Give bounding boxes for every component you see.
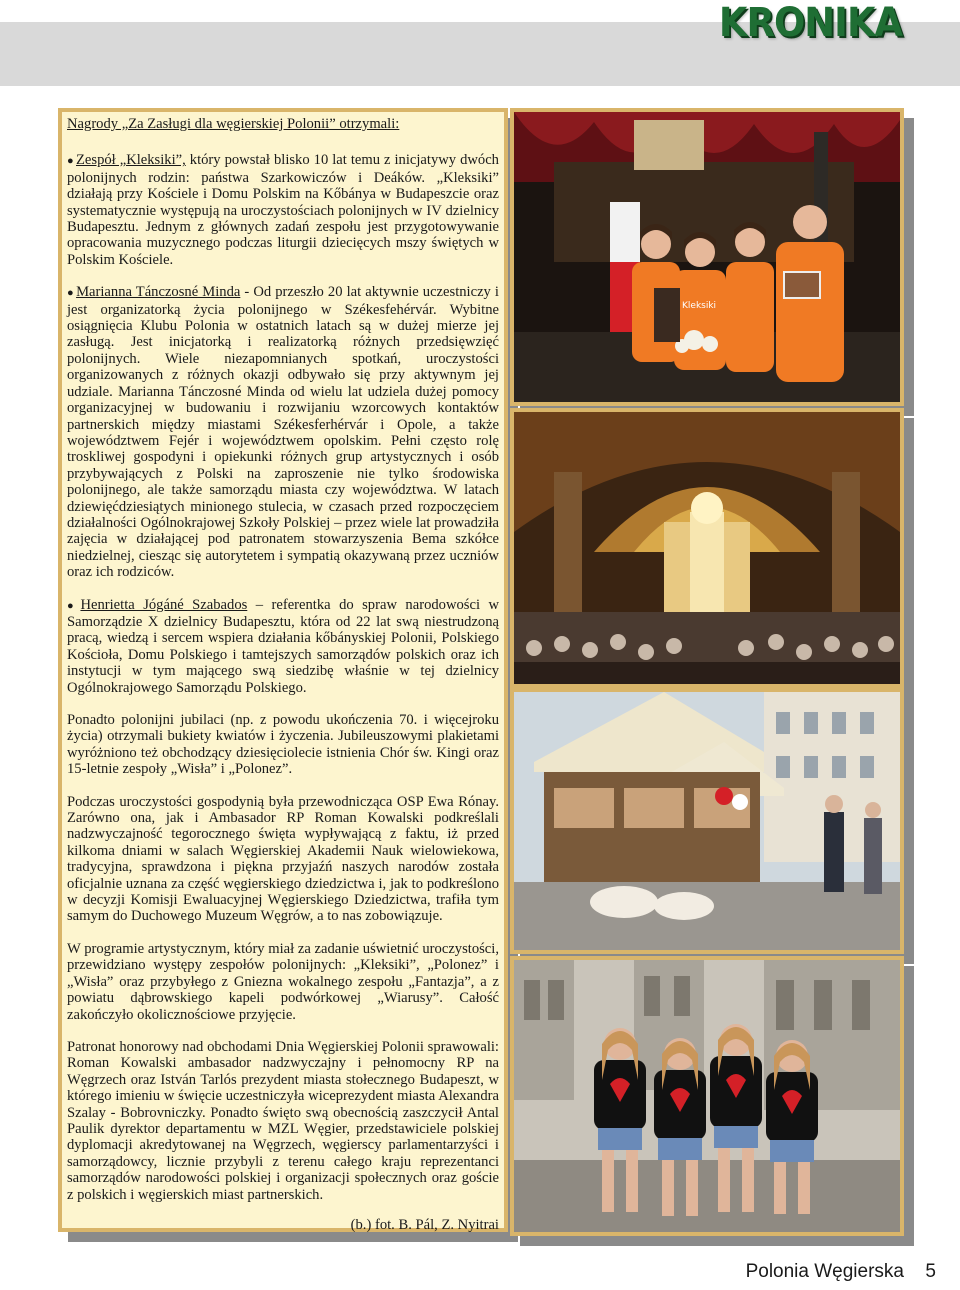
award-item-minda — [67, 284, 499, 580]
basilica-interior-photo — [510, 408, 904, 688]
section-title: KRONIKA — [718, 0, 902, 46]
bullet-icon: ● — [67, 287, 75, 300]
paragraph-jubilees: Ponadto polonijni jubilaci (np. z powodu ukończenia 70. i więcejroku życia) otrzymali bukiety kwiatów i życzenia. Jubileuszowymi plakietami wyróżniono też obchodzący dziesięciolecie istnienia Chór św. Kingi oraz 15-letnie zespoły „Wisła” i „Polonez”. — [67, 712, 499, 778]
girls-group-photo — [510, 956, 904, 1236]
basilica-photo-illustration — [514, 412, 900, 684]
article-heading: Nagrody „Za Zasługi dla węgierskiej Polonii” otrzymali: — [67, 116, 400, 132]
article-text-box — [58, 108, 508, 1232]
kleksiki-shirt-label: Kleksiki — [682, 301, 717, 311]
kleksiki-group-photo — [510, 108, 904, 406]
award-item-kleksiki — [67, 152, 499, 268]
award-name: Zespół „Kleksiki”, — [76, 152, 186, 169]
kleksiki-photo-illustration — [514, 112, 900, 402]
award-item-szabados — [67, 597, 499, 696]
bullet-icon: ● — [67, 599, 79, 612]
bullet-icon: ● — [67, 155, 74, 168]
paragraph-host: Podczas uroczystości gospodynią była przewodnicząca OSP Ewa Rónay. Zarówno ona, jak i Ambasador RP Roman Kowalski podkreślali nadzwyczajność tegorocznego święta wypływającą z faktu, iż przed kilkoma dniami w salach Węgierskiej Akademii Nauk wielowiekowa, tradycyjna, sprawdzona i piękna przyjaźń naszych narodów została oficjalnie uznana za część węgierskiego dziedzictwa i, jak to podkreślono w decyzji Komisji Ewaluacyjnej Węgierskiego Dziedzictwa, trafiła tym samym do Duchowego Muzeum Węgrów, a to nas zobowiązuje. — [67, 793, 499, 925]
award-name: Henrietta Jógáné Szabados — [80, 596, 248, 613]
award-name: Marianna Tánczosné Minda — [76, 284, 241, 301]
award-text: - Od przeszło 20 lat aktywnie uczestniczy i jest organizatorką życia polonijnego w Székesfehérvár. Wybitne osiągnięcia Klubu Polonia w ostatnich latach są w dużej mierze jej zasługą. Jest inicjatorką i realizatorką różnych przedsięwzięć polonijnych. Wiele niezapomnianych spotkań, uroczystości organizowanych z różnych okazji odbywało się przy aktywnym jej udziale. Marianna Tánczosné Minda od wielu lat udziela dużej pomocy organizacyjnej w budowaniu i rozwijaniu wzorcowych kontaktów partnerskich między miastami Székesferhérvár i Opole, a także województwem Fejér i województwem opolskim. Pełni często rolę troskliwej gospodyni i opiekunki różnych grup artystycznych i osób przybywających z Polski na zaproszenie nie tylko środowiska polonijnego, ale także samorządu miasta czy województwa. W latach dziewięćdziesiątych minionego stulecia, w czasach przed rozpoczęciem działalności Ogólnokrajowej Szkoły Polskiej – przez wiele lat prowadziła zajęcia w działającej pod patronatem stowarzyszenia Bema szkółce niedzielnej, ciesząc się autorytetem i sympatią okazywaną przez uczniów oraz ich rodziców. — [67, 284, 499, 581]
girls-photo-illustration — [514, 960, 900, 1232]
market-photo-illustration — [514, 692, 900, 950]
magazine-name: Polonia Węgierska — [745, 1261, 904, 1282]
award-text: który powstał blisko 10 lat temu z inicjatywy dwóch polonijnych rodzin: państwa Szarkowiczów i Deáków. „Kleksiki” działają przy Kościele i Domu Polskim na Kőbánya w Budapeszcie oraz systematycznie występują na uroczystościach polonijnych w IV dzielnicy Budapesztu. Jednym z głównych zadań zespołu jest przygotowywanie opracowania muzycznego podczas liturgii dziecięcych mszy świętych w Polskim Kościele. — [67, 152, 499, 268]
photo-credit: (b.) fot. B. Pál, Z. Nyitrai — [350, 1216, 499, 1233]
paragraph-patronage: Patronat honorowy nad obchodami Dnia Węgierskiej Polonii sprawowali: Roman Kowalski ambasador nadzwyczajny i pełnomocny RP na Węgrzech oraz István Tarlós prezydent miasta stołecznego Budapeszt, w którego imieniu w święcie uczestniczyła wiceprezydent miasta Alexandra Szalay - Bobrovniczky. Ponadto święto swą obecnością zaszczycił Antal Paulik dyrektor departamentu w MZL Węgier, przedstawiciele polskiej dyplomacji akredytowanej na Węgrzech, węgierscy parlamentarzyści i samorządowcy, licznie przybyli z terenu całego kraju reprezentanci samorządów narodowości polskiej i organizacji społecznych oraz goście z polskich i węgierskich miast partnerskich. — [67, 1038, 499, 1203]
market-stalls-photo — [510, 688, 904, 954]
page-number: 5 — [925, 1261, 936, 1282]
paragraph-program: W programie artystycznym, który miał za zadanie uświetnić uroczystości, przewidziano występy zespołów polonijnych: „Kleksiki”, „Polonez” i „Wisła” oraz przybyłego z Gniezna wokalnego zespołu „Fantazja”, a z powiatu dąbrowskiego kapeli podwórkowej „Wiarusy”. Całość zakończyło okolicznościowe przyjęcie. — [67, 940, 499, 1023]
award-text: – referentka do spraw narodowości w Samorządzie X dzielnicy Budapesztu, która od 22 lat swą niestrudzoną pracą, wiedzą i sercem wspiera działania kőbányskiej Polonii, Polskiego Kościoła, Domu Polskiego i tamtejszych samorządów polskich oraz ich instytucji w tym mającego swą siedzibę właśnie w tej dzielnicy Ogólnokrajowego Samorządu Polskiego. — [67, 596, 499, 696]
